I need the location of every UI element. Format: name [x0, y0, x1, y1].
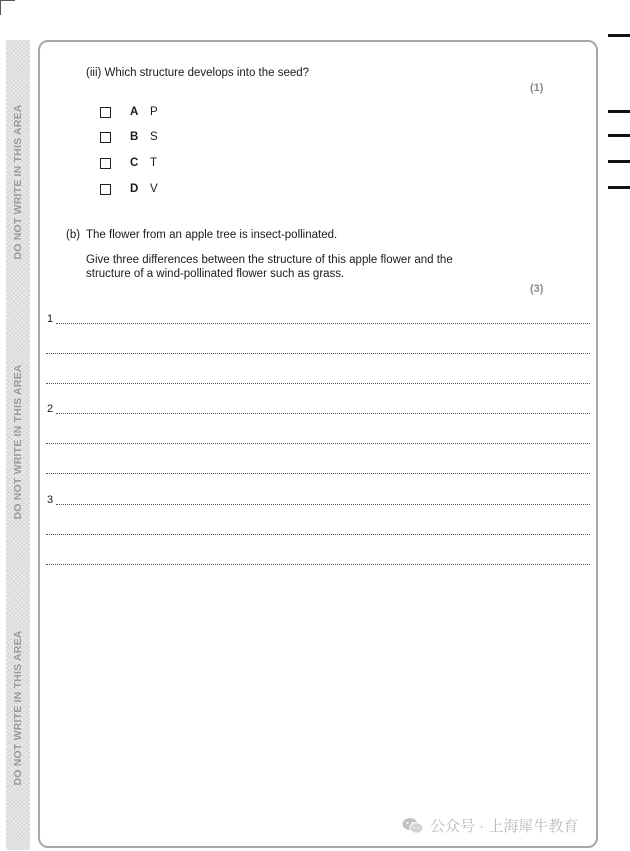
edge-tick-mark: [608, 34, 630, 37]
do-not-write-notice-middle: DO NOT WRITE IN THIS AREA: [12, 364, 24, 520]
wechat-watermark: [402, 815, 578, 836]
option-text: S: [150, 131, 158, 143]
watermark-text: 公众号 · 上海犀牛教育: [430, 818, 579, 835]
option-b-checkbox[interactable]: [100, 132, 111, 143]
question-iii-prompt: (iii) Which structure develops into the seed?: [86, 67, 310, 79]
question-b-instruction-line1: Give three differences between the structure of this apple flower and the: [86, 254, 453, 266]
answer-line-3b[interactable]: [46, 534, 590, 535]
do-not-write-notice-top: DO NOT WRITE IN THIS AREA: [12, 104, 24, 260]
answer-line-2b[interactable]: [46, 443, 590, 444]
edge-tick-mark: [608, 134, 630, 137]
option-text: T: [150, 157, 158, 169]
question-iii-marks: (1): [530, 82, 544, 94]
option-d[interactable]: [100, 182, 158, 196]
wechat-icon: [402, 817, 424, 835]
option-c[interactable]: [100, 156, 157, 170]
answer-number-2: 2: [47, 403, 54, 415]
do-not-write-notice-bottom: DO NOT WRITE IN THIS AREA: [12, 630, 24, 786]
answer-line-1c[interactable]: [46, 383, 590, 384]
option-letter: D: [130, 183, 139, 195]
question-b-label: (b): [66, 229, 81, 241]
edge-tick-mark: [608, 186, 630, 189]
option-text: P: [150, 106, 158, 118]
option-c-checkbox[interactable]: [100, 158, 111, 169]
answer-line-3c[interactable]: [46, 564, 590, 565]
answer-line-1b[interactable]: [46, 353, 590, 354]
question-b-instruction-line2: structure of a wind-pollinated flower such as grass.: [86, 268, 345, 280]
option-a[interactable]: [100, 105, 158, 119]
question-b-marks: (3): [530, 283, 544, 295]
answer-number-3: 3: [47, 494, 54, 506]
answer-line-2c[interactable]: [46, 473, 590, 474]
answer-line-3a[interactable]: [56, 504, 590, 505]
question-b-statement: The flower from an apple tree is insect-pollinated.: [86, 229, 338, 241]
option-letter: B: [130, 131, 139, 143]
option-a-checkbox[interactable]: [100, 107, 111, 118]
option-letter: A: [130, 106, 139, 118]
edge-tick-mark: [608, 110, 630, 113]
option-text: V: [150, 183, 158, 195]
option-b[interactable]: [100, 130, 158, 144]
answer-line-1a[interactable]: [56, 323, 590, 324]
crop-mark: [0, 0, 15, 15]
answer-number-1: 1: [47, 313, 54, 325]
answer-line-2a[interactable]: [56, 413, 590, 414]
edge-tick-mark: [608, 160, 630, 163]
option-d-checkbox[interactable]: [100, 184, 111, 195]
option-letter: C: [130, 157, 139, 169]
